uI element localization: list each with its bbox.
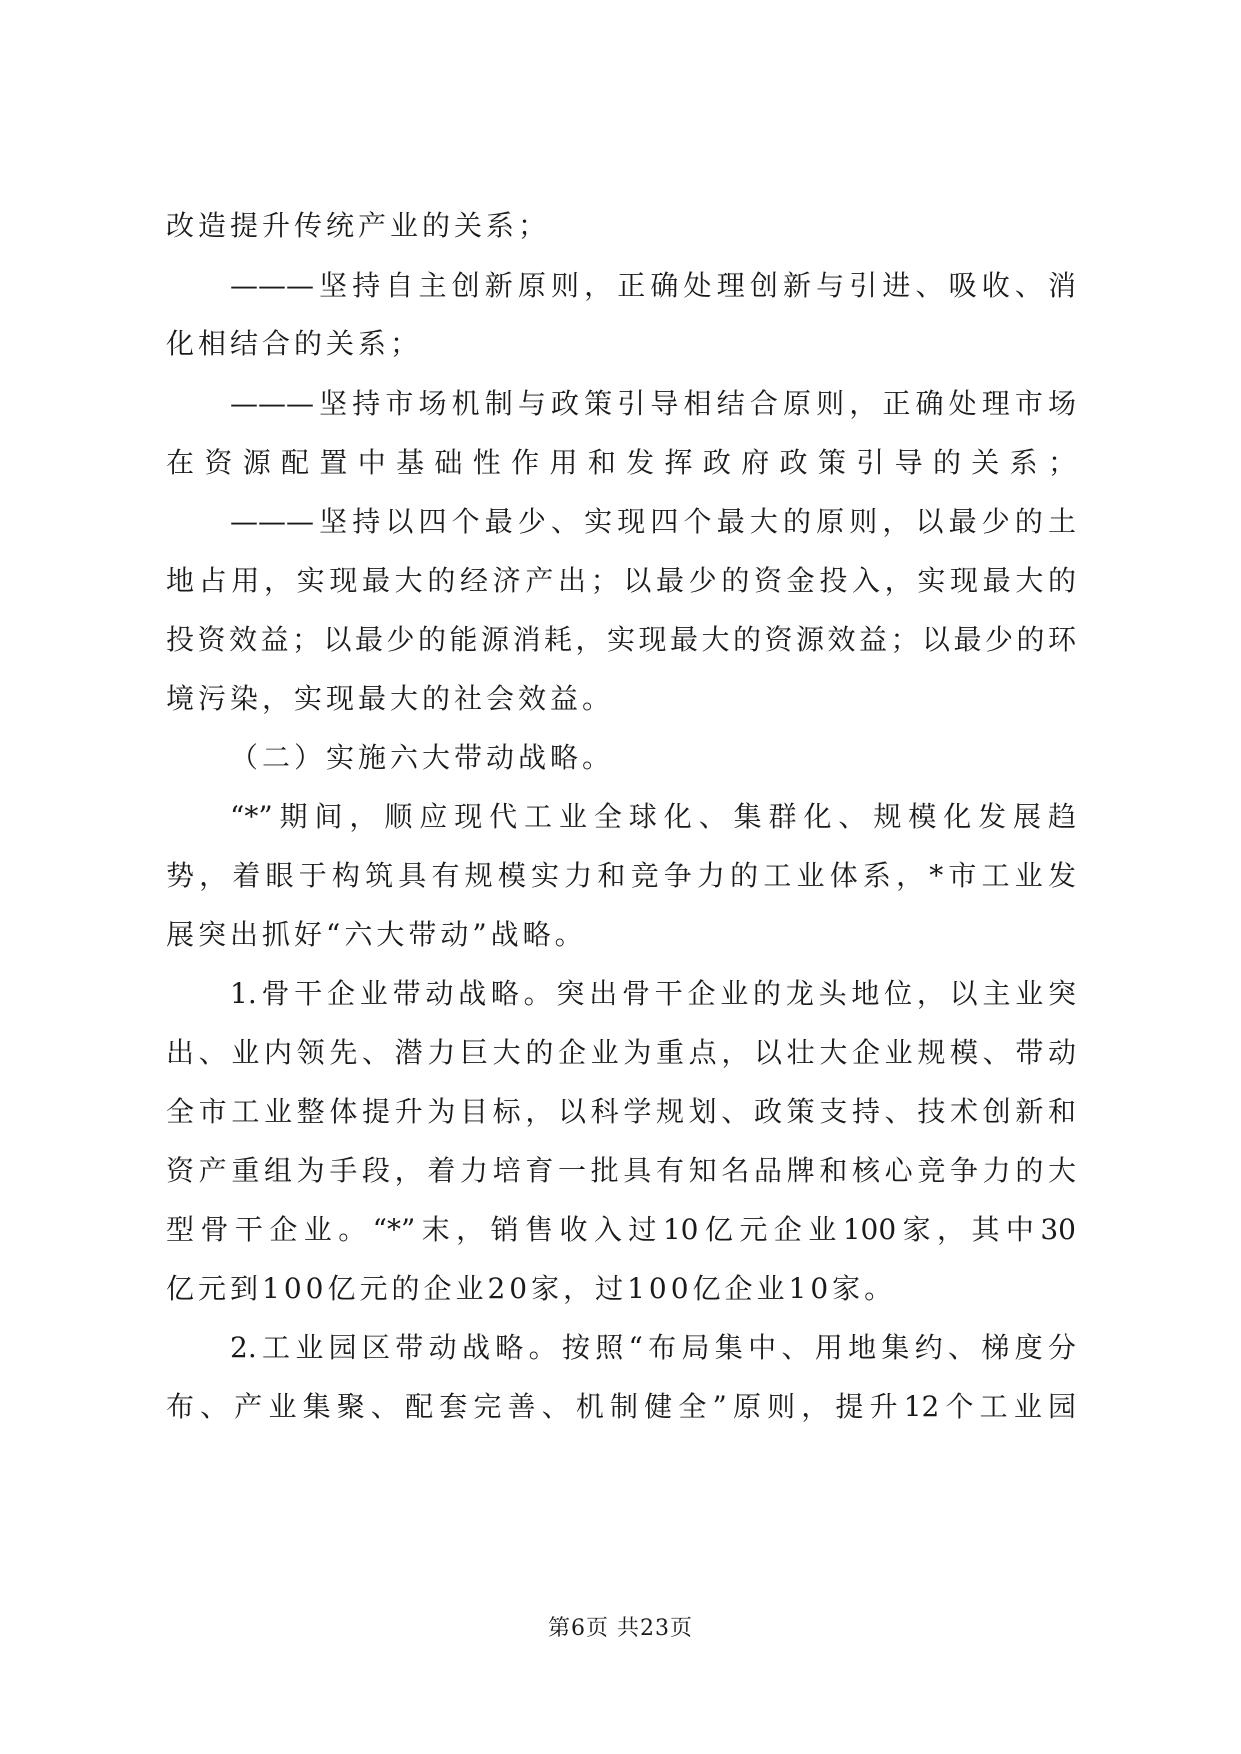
text-line-6: ———坚持以四个最少、实现四个最大的原则，以最少的土 — [230, 505, 1076, 538]
text-line-18: 型骨干企业。“*”末，销售收入过10亿元企业100家，其中30 — [166, 1213, 1076, 1246]
text-line-4: ———坚持市场机制与政策引导相结合原则，正确处理市场 — [230, 387, 1076, 420]
text-line-1: 改造提升传统产业的关系； — [166, 209, 551, 242]
text-line-15: 出、业内领先、潜力巨大的企业为重点，以壮大企业规模、带动 — [166, 1036, 1076, 1069]
text-line-20: 2.工业园区带动战略。按照“布局集中、用地集约、梯度分 — [230, 1331, 1076, 1364]
text-line-8: 投资效益；以最少的能源消耗，实现最大的资源效益；以最少的环 — [166, 623, 1076, 656]
text-line-14: 1.骨干企业带动战略。突出骨干企业的龙头地位，以主业突 — [230, 977, 1076, 1010]
text-line-12: 势，着眼于构筑具有规模实力和竞争力的工业体系，*市工业发 — [166, 859, 1076, 892]
text-line-7: 地占用，实现最大的经济产出；以最少的资金投入，实现最大的 — [166, 564, 1076, 597]
text-line-21: 布、产业集聚、配套完善、机制健全”原则，提升12个工业园 — [166, 1390, 1076, 1423]
text-line-9: 境污染，实现最大的社会效益。 — [166, 682, 615, 715]
text-line-16: 全市工业整体提升为目标，以科学规划、政策支持、技术创新和 — [166, 1095, 1076, 1128]
page-footer: 第6页 共23页 — [548, 1616, 693, 1641]
text-line-13: 展突出抓好“六大带动”战略。 — [166, 918, 587, 951]
text-line-5: 在资源配置中基础性作用和发挥政府政策引导的关系； — [166, 446, 1076, 479]
text-line-11: “*”期间，顺应现代工业全球化、集群化、规模化发展趋 — [230, 800, 1076, 833]
section-heading: （二）实施六大带动战略。 — [230, 741, 615, 774]
text-line-3: 化相结合的关系； — [166, 327, 423, 360]
text-line-19: 亿元到100亿元的企业20家，过100亿企业10家。 — [166, 1272, 897, 1305]
text-line-17: 资产重组为手段，着力培育一批具有知名品牌和核心竞争力的大 — [166, 1154, 1076, 1187]
text-line-2: ———坚持自主创新原则，正确处理创新与引进、吸收、消 — [230, 269, 1076, 302]
